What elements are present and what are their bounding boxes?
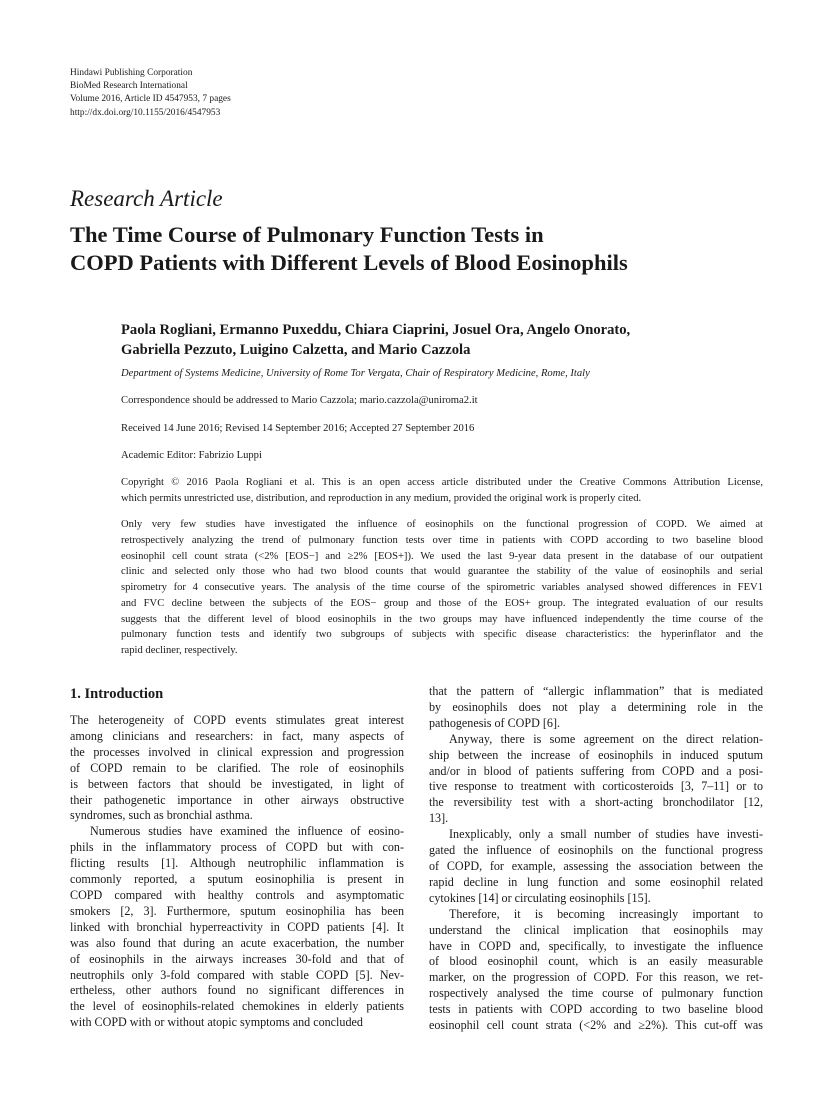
article-title [70,221,628,277]
article-type: Research Article [70,186,223,211]
abstract-line: rapid decliner, respectively. [121,645,238,656]
body-line: tive response to treatment with corticosteroids [3, 7–11] or to [429,779,763,794]
body-line: gated the influence of eosinophils on the functional progress [429,843,763,858]
body-line: ship between the increase of eosinophils in induced sputum [429,747,763,762]
body-line: Therefore, it is becoming increasingly important to [449,906,763,921]
abstract-line: suggests that the different level of blood eosinophils in the two groups may have influenced independently the time course of the [121,613,763,625]
body-line: rapid decline in lung function and some eosinophil related [429,874,763,889]
body-line: cytokines [14] or circulating eosinophils [15]. [429,890,651,905]
body-line: flicting results [1]. Although neutrophilic inflammation is [70,856,404,871]
author-line: Paola Rogliani, Ermanno Puxeddu, Chiara Ciaprini, Josuel Ora, Angelo Onorato, [121,322,631,338]
body-line: of COPD, for example, assessing the association between the [429,858,763,873]
body-line: The heterogeneity of COPD events stimulates great interest [70,713,404,727]
volume-info: Volume 2016, Article ID 4547953, 7 pages [70,94,231,105]
body-line: of eosinophils in the airways increases 30-fold and that of [70,951,404,966]
copyright-line: which permits unrestricted use, distribution, and reproduction in any medium, provided the original work is properly cited. [121,493,642,504]
abstract-line: retrospectively analyzing the trend of pulmonary function tests over time in patients with COPD according to two baseline blood [121,534,763,546]
correspondence: Correspondence should be addressed to Mario Cazzola; mario.cazzola@uniroma2.it [121,395,478,406]
body-line: of COPD remain to be clarified. The role of eosinophils [70,760,404,775]
body-line: commonly reported, a sputum eosinophilia is present in [70,872,404,887]
body-line: is between factors that should be investigated, in light of [70,776,404,791]
abstract [121,517,763,659]
body-line: pathogenesis of COPD [6]. [429,715,560,730]
body-line: the level of eosinophils-related chemokines in elderly patients [70,999,404,1014]
abstract-line: and FVC decline between the subjects of the EOS− group and those of the EOS+ group. The integrated evaluation of our results [121,597,763,609]
body-line: with COPD with or without atopic symptoms and concluded [70,1015,363,1030]
body-line: and/or in blood of patients suffering from COPD and a posi- [429,763,763,778]
copyright-line: Copyright © 2016 Paola Rogliani et al. This is an open access article distributed under the Creative Commons Attribution License, [121,477,763,488]
abstract-line: eosinophil cell count strata (<2% [EOS−] and ≥2% [EOS+]). We used the last 9-year data present in the database of our outpatient [121,550,763,562]
body-line: that the pattern of “allergic inflammation” that is mediated [429,684,763,698]
body-line: among clinicians and researchers: in fact, many aspects of [70,728,404,743]
received-dates: Received 14 June 2016; Revised 14 September 2016; Accepted 27 September 2016 [121,423,475,434]
doi-link[interactable]: http://dx.doi.org/10.1155/2016/4547953 [70,107,221,118]
body-line: was also found that during an acute exacerbation, the number [70,935,404,950]
left-column [70,684,404,1031]
body-line: of blood eosinophil count, which is an easily measurable [429,954,763,969]
author-line: Gabriella Pezzuto, Luigino Calzetta, and Mario Cazzola [121,342,471,358]
journal-name: BioMed Research International [70,81,188,92]
body-line: COPD compared with healthy controls and asymptomatic [70,887,404,902]
body-line: 13]. [429,811,449,826]
copyright-notice [121,475,763,507]
body-line: linked with bronchial hyperreactivity in COPD patients [4]. It [70,919,404,934]
title-line: The Time Course of Pulmonary Function Tests in [70,222,544,247]
body-line: the processes involved in clinical expression and progression [70,744,404,759]
title-line: COPD Patients with Different Levels of Blood Eosinophils [70,250,628,275]
right-column [429,684,763,1034]
body-line: smokers [2, 3]. Furthermore, sputum eosinophilia has been [70,903,404,918]
abstract-line: Only very few studies have investigated the influence of eosinophils on the functional progression of COPD. We aimed at [121,519,763,530]
body-line: phils in the inflammatory process of COPD but with con- [70,840,404,855]
body-line: neutrophils only 3-fold compared with stable COPD [5]. Nev- [70,967,404,982]
body-line: the reversibility test with a short-acting bronchodilator [12, [429,795,763,810]
abstract-line: clinic and selected only those who had two blood counts that would guarantee the stability of the value of eosinophils and serial [121,566,763,578]
body-line: have in COPD and, specifically, to investigate the influence [429,938,763,953]
abstract-line: spirometry for 4 consecutive years. The analysis of the time course of the spirometric variables analysed showed differences in FEV1 [121,582,763,593]
body-line: by eosinophils does not play a determining role in the [429,699,763,714]
body-line: rospectively analysed the time course of pulmonary function [429,986,763,1001]
body-line: eosinophil cell count strata (<2% and ≥2%). This cut-off was [429,1018,763,1033]
body-line: Anyway, there is some agreement on the direct relation- [449,731,763,746]
publisher-name: Hindawi Publishing Corporation [70,68,193,78]
journal-header [70,67,231,120]
body-line: tests in patients with COPD according to two baseline blood [429,1002,763,1017]
body-line: Numerous studies have examined the influence of eosino- [90,824,404,839]
body-line: syndromes, such as bronchial asthma. [70,808,253,823]
body-line: their pathogenetic importance in other airways obstructive [70,792,404,807]
affiliation: Department of Systems Medicine, University of Rome Tor Vergata, Chair of Respiratory Medicine, Rome, Italy [121,368,590,379]
abstract-line: pulmonary function tests and identify two subgroups of subjects with specific disease characteristics: the hyperinflator and the [121,629,763,641]
body-line: Inexplicably, only a small number of studies have investi- [449,827,763,842]
body-line: marker, on the progression of COPD. For this reason, we ret- [429,970,763,985]
body-line: understand the clinical implication that eosinophils may [429,922,763,937]
academic-editor: Academic Editor: Fabrizio Luppi [121,450,262,461]
author-list [121,320,630,360]
body-line: ertheless, other authors found no significant differences in [70,983,404,998]
section-heading: 1. Introduction [70,686,164,702]
